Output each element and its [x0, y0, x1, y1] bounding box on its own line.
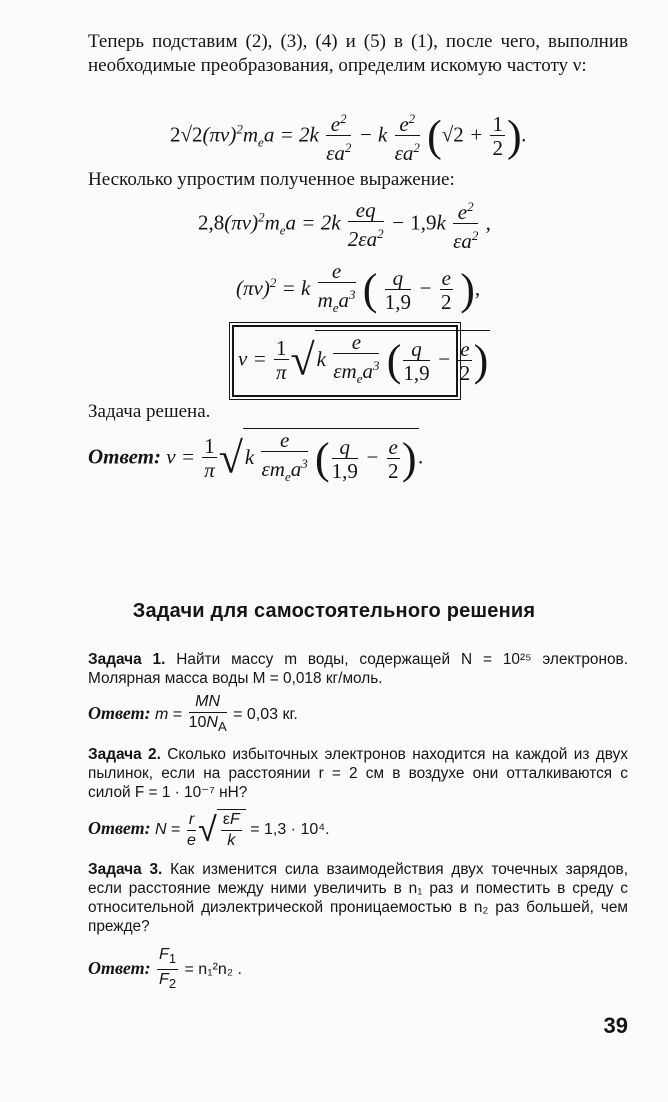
task-3-text: Как изменится сила взаимодействия двух точечных зарядов, если расстояние между ними увеличить в n₁ раз и поместить в среду с относительной диэлектрической проницаемостью в n₂ раз большей, чем прежде? — [88, 861, 629, 935]
task-1-answer-label: Ответ: — [88, 702, 151, 723]
equation-3: $(\pi\nu)^2 = k$ e $m_ea^3$ ( $\frac{q}{1,9}$ − $\frac{e}{2}$ ), — [236, 259, 481, 316]
task-1 — [88, 650, 628, 688]
task-1-text: Найти массу m воды, содержащей N = 10²⁵ электронов. Молярная масса воды M = 0,018 кг/моль. — [88, 651, 628, 687]
answer-label: Ответ: — [88, 444, 161, 469]
task-3-answer: Ответ: $\frac{F_1}{F_2}$ = n₁²n₂ . — [88, 946, 242, 992]
final-answer: Ответ: ν = $\frac{1}{\pi}$ √k e $\varepsilon m_ea^3$ ( $\frac{q}{1,9}$ − $\frac{e}{2}$ ). — [88, 428, 424, 489]
simplify-text: Несколько упростим полученное выражение: — [88, 169, 455, 190]
equation-1: $2√2(\pi\nu)^2m_ea = 2k$ $\frac{e^2}{\varepsilon a^2}$ − k $\frac{e^2}{\varepsilon a^2}$ (√2 + $\frac{1}{2}$ ). — [170, 108, 527, 165]
solved-text: Задача решена. — [88, 401, 211, 422]
task-1-answer-result: = 0,03 кг. — [233, 705, 298, 723]
task-2-answer-result: = 1,3 · 10⁴. — [250, 821, 330, 839]
section-heading: Задачи для самостоятельного решения — [132, 600, 536, 622]
task-2-label: Задача 2. — [88, 746, 161, 763]
task-1-label: Задача 1. — [88, 651, 166, 668]
task-2-answer: Ответ: N = $\frac{r}{e}$ √ $\frac{\varepsilon F}{k}$ = 1,3 · 10⁴. — [88, 810, 330, 849]
boxed-equation: ν = $\frac{1}{\pi}$ √k e $\varepsilon m_ea^3$ ( $\frac{q}{1,9}$ − $\frac{e}{2}$ ) — [238, 330, 490, 391]
page-number: 39 — [603, 1013, 628, 1038]
intro-paragraph: Теперь подставим (2), (3), (4) и (5) в (1), после чего, выполнив необходимые преобразования, определим искомую частоту ν: — [88, 31, 628, 76]
task-3-answer-label: Ответ: — [88, 957, 151, 978]
task-3-answer-result: = n₁²n₂ . — [184, 960, 242, 978]
equation-2: $2,8(\pi\nu)^2m_ea = 2k$ $\frac{eq}{2\varepsilon a^2}$ − 1,9k $\frac{e^2}{\varepsilon a^2}$ , — [198, 197, 491, 253]
task-2 — [88, 745, 628, 802]
task-3 — [88, 860, 628, 936]
task-3-label: Задача 3. — [88, 861, 163, 878]
task-2-text: Сколько избыточных электронов находится на каждой из двух пылинок, если на расстоянии r = 2 см в воздухе они отталкиваются с силой F = 1 · 10⁻⁷ нН? — [88, 746, 628, 801]
task-2-answer-label: Ответ: — [88, 818, 151, 839]
task-1-answer: Ответ: m = $\frac{MN}{10N_A}$ = 0,03 кг. — [88, 693, 298, 735]
